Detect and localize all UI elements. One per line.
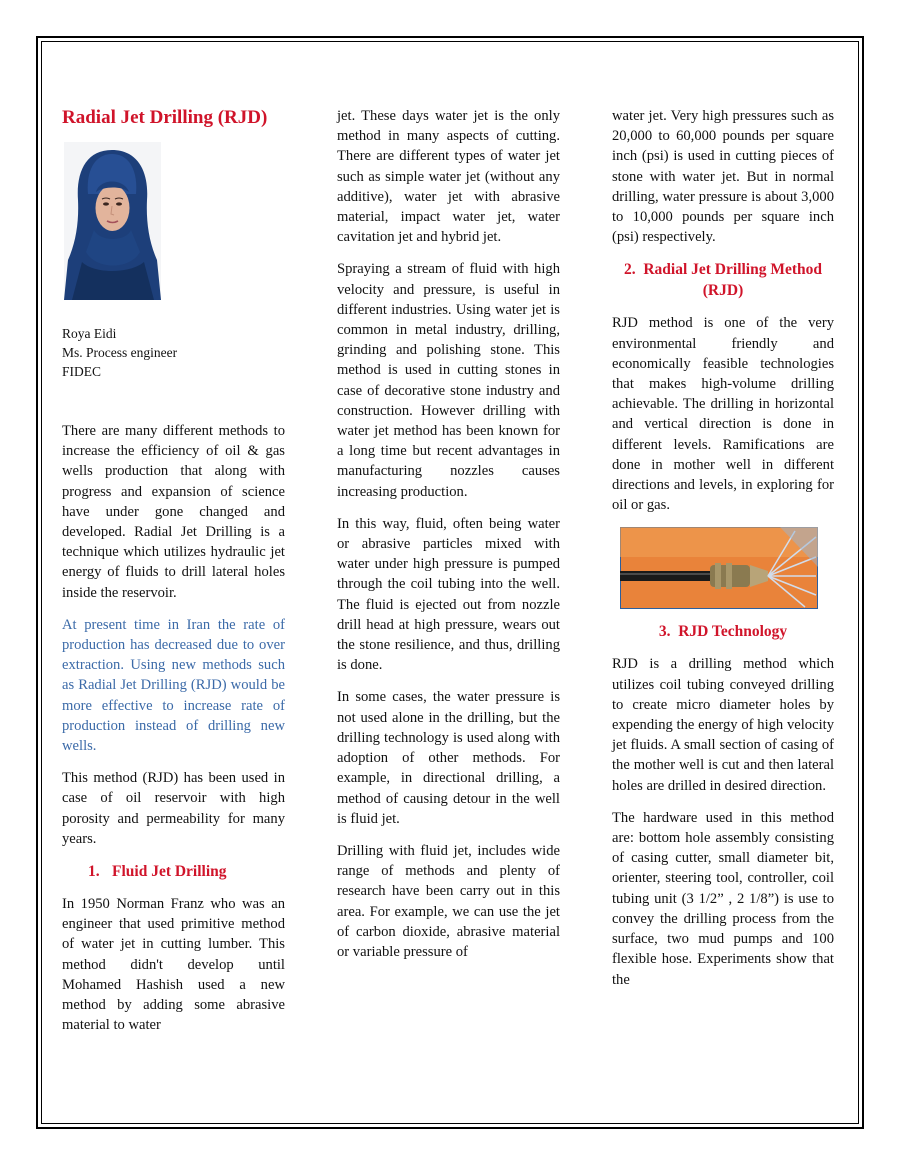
section-heading-3 xyxy=(612,621,834,642)
paragraph: RJD method is one of the very environmental friendly and economically feasible technologies that makes high-volume drilling achievable. The drilling in horizontal and vertical direction is done in different levels. Ramifications are done in mother well in different directions and levels, in exploring for oil or gas. xyxy=(612,315,834,514)
paragraph: Drilling with fluid jet, includes wide range of methods and plenty of research have been carry out in this area. For example, we can use the jet of carbon dioxide, abrasive material or variable pressure of xyxy=(337,842,560,960)
paragraph: In 1950 Norman Franz who was an engineer that used primitive method of water jet in cutting lumber. This method didn't develop until Mohamed Hashish used a new method by adding some abrasive material to water xyxy=(62,896,285,1034)
paragraph: The hardware used in this method are: bottom hole assembly consisting of casing cutter, small diameter bit, orienter, steering tool, controller, coil tubing unit (3 1/2” , 2 1/8”) is use to convey the drilling process from the surface, two mud pumps and 100 flexible hose. Experiments show that the xyxy=(612,809,834,988)
paragraph: water jet. Very high pressures such as 20,000 to 60,000 pounds per square inch (psi) is used in cutting pieces of stone with water jet. But in normal drilling, water pressure is about 3,000 to 10,000 pounds per square inch (psi) respectively. xyxy=(612,108,834,246)
section-heading-1 xyxy=(88,861,285,882)
section-title: RJD Technology xyxy=(678,623,788,641)
section-number: 3. xyxy=(658,623,671,641)
paragraph: This method (RJD) has been used in case of oil reservoir with high porosity and permeability for many years. xyxy=(62,770,285,847)
paragraph: In this way, fluid, often being water or abrasive particles mixed with water under high pressure is pumped through the coil tubing into the well. The fluid is ejected out from nozzle drill head at high pressure, wears out the stone resilience, and thus, drilling is done. xyxy=(337,515,560,674)
column-3 xyxy=(612,106,834,1002)
section-heading-2 xyxy=(612,259,834,301)
author-name: Roya Eidi xyxy=(62,326,117,341)
jet-drilling-tool-image xyxy=(620,527,818,609)
section-number: 2. xyxy=(623,261,636,279)
author-org: FIDEC xyxy=(62,364,102,379)
paragraph: Spraying a stream of fluid with high velocity and pressure, is useful in different industries. Using water jet is common in metal industry, drilling, grinding and polishing stone. This method is used in cutting stones in case of decorative stone industry and construction. However drilling with water jet method has been known for a long time but recent advantages in manufacturing nozzles causes increasing production. xyxy=(337,261,560,500)
article-title: Radial Jet Drilling (RJD) xyxy=(62,107,268,128)
paragraph: RJD is a drilling method which utilizes coil tubing conveyed drilling to create micro diameter holes by expending the energy of high velocity jet fluids. A small section of casing of the mother well is cut and then lateral holes are drilled in desired direction. xyxy=(612,656,834,794)
highlighted-paragraph: At present time in Iran the rate of production has decreased due to over extraction. Using new methods such as Radial Jet Drilling (RJD) would be more effective to increase rate of production instead of drilling new wells. xyxy=(62,616,285,755)
paragraph: There are many different methods to increase the efficiency of oil & gas wells production that along with progress and expansion of science have under gone changed and developed. Radial Jet Drilling is a technique which utilizes hydraulic jet energy of fluids to drill lateral holes inside the reservoir. xyxy=(62,423,285,601)
author-block xyxy=(62,324,285,381)
section-title: Radial Jet Drilling Method (RJD) xyxy=(643,261,823,300)
paragraph: In some cases, the water pressure is not used alone in the drilling, but the drilling technology is used along with adoption of other methods. For example, in directional drilling, a method of causing detour in the well is fluid jet. xyxy=(337,689,560,827)
section-number: 1. xyxy=(88,863,100,881)
author-portrait xyxy=(64,142,161,300)
column-1 xyxy=(62,106,285,1047)
section-title: Fluid Jet Drilling xyxy=(112,863,227,881)
author-role: Ms. Process engineer xyxy=(62,345,178,360)
paragraph: jet. These days water jet is the only method in many aspects of cutting. There are different types of water jet such as simple water jet (without any additive), water jet with abrasive material, impact water jet, water cavitation jet and hybrid jet. xyxy=(337,108,560,246)
column-2 xyxy=(337,106,560,974)
